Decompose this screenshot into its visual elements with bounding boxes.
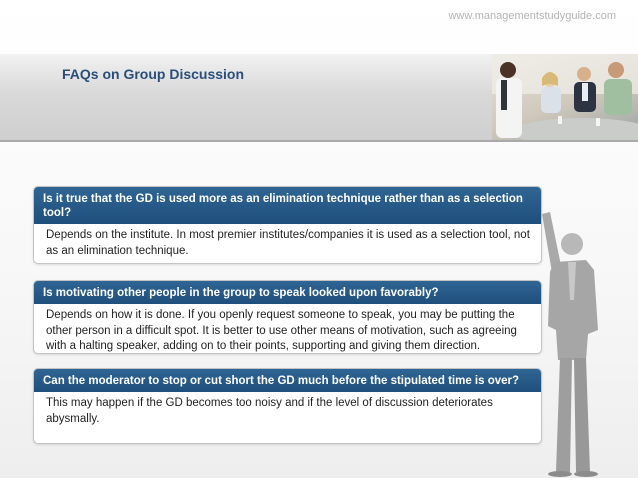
faq-question: Can the moderator to stop or cut short the GD much before the stipulated time is over? — [34, 369, 541, 392]
meeting-illustration — [492, 54, 638, 140]
faq-answer: Depends on the institute. In most premier institutes/companies it is used as a selection tool, not as an elimination technique. — [46, 229, 530, 257]
business-meeting-photo — [492, 54, 638, 140]
faq-card — [33, 186, 542, 264]
page-title: FAQs on Group Discussion — [62, 66, 245, 82]
presenter-figure — [520, 210, 638, 478]
faq-card — [33, 280, 542, 354]
faq-answer: This may happen if the GD becomes too noisy and if the level of discussion deteriorates abysmally. — [46, 397, 493, 425]
faq-question: Is it true that the GD is used more as an elimination technique rather than as a selection tool? — [34, 187, 541, 224]
faq-question: Is motivating other people in the group to speak looked upon favorably? — [34, 281, 541, 304]
faq-answer: Depends on how it is done. If you openly request someone to speak, you may be putting the other person in a difficult spot. It is better to use other means of motivation, such as agreeing with a halting speaker, adding on to their points, supporting and giving them direction. — [46, 309, 517, 352]
pointing-man-icon — [520, 210, 638, 478]
site-url: www.managementstudyguide.com — [448, 10, 616, 22]
faq-card — [33, 368, 542, 444]
